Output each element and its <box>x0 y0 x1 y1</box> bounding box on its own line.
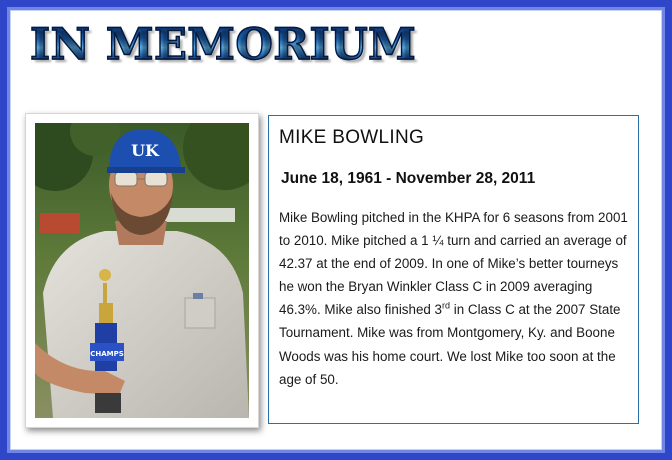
page-title: IN MEMORIUM <box>30 20 417 70</box>
memorial-photo <box>25 113 259 428</box>
ordinal-suffix: rd <box>442 300 451 311</box>
trophy-plaque: CHAMPS <box>90 350 124 358</box>
bio-part-1: Mike Bowling pitched in the KHPA for 6 seasons from 2001 to 2010. Mike pitched a 1 ¼ turn and carried an average of 42.37 at the end of 2009. In one of Mike’s better tourneys he won the Bryan Winkler Class C in 2009 averaging 46.3%. Mike also finished 3 <box>279 210 628 318</box>
cap-logo: UK <box>131 141 159 160</box>
portrait-image <box>35 123 249 418</box>
biography-text <box>279 206 628 391</box>
person-name: MIKE BOWLING <box>279 127 425 148</box>
memorial-info-box <box>268 115 639 424</box>
bio-part-2: in Class C at the 2007 State Tournament. Mike was from Montgomery, Ky. and Boone Woods was his home court. We lost Mike too soon at the age of 50. <box>279 302 621 387</box>
life-dates: June 18, 1961 - November 28, 2011 <box>281 170 536 187</box>
